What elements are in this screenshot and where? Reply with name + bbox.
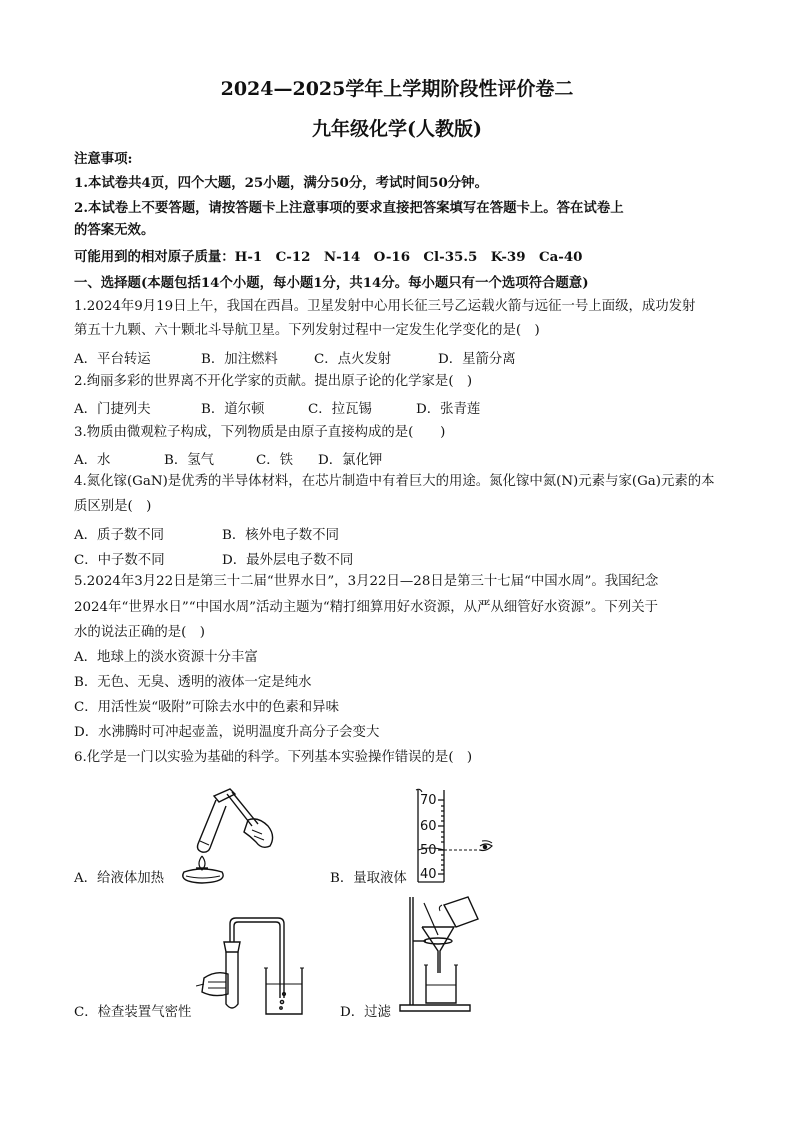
- question-3-option-d[interactable]: D．氯化钾: [318, 453, 383, 468]
- figure-heating-liquid: [172, 786, 282, 884]
- figure-a-label[interactable]: A．给液体加热: [74, 871, 165, 886]
- heating-liquid-illustration: [172, 786, 282, 884]
- figure-filtration: [394, 893, 494, 1015]
- question-4-option-c[interactable]: C．中子数不同: [74, 553, 165, 568]
- figure-airtightness-check: [196, 912, 316, 1018]
- exam-title: 2024—2025学年上学期阶段性评价卷二: [220, 78, 574, 100]
- question-3-option-b[interactable]: B．氢气: [164, 453, 215, 468]
- question-2-option-b[interactable]: B．道尔顿: [201, 402, 265, 417]
- question-5-option-b[interactable]: B．无色、无臭、透明的液体一定是纯水: [74, 675, 312, 690]
- question-3-option-c[interactable]: C．铁: [256, 453, 294, 468]
- question-4-option-a[interactable]: A．质子数不同: [74, 528, 165, 543]
- question-2-option-c[interactable]: C．拉瓦锡: [308, 402, 372, 417]
- notice-heading: 注意事项:: [74, 151, 133, 167]
- question-1-option-d[interactable]: D．星箭分离: [438, 352, 516, 367]
- question-2-option-d[interactable]: D．张青莲: [416, 402, 481, 417]
- notice-item-2-line-1: 2.本试卷上不要答题，请按答题卡上注意事项的要求直接把答案填写在答题卡上。答在试卷上: [74, 200, 624, 216]
- notice-item-2-line-2: 的答案无效。: [74, 222, 155, 238]
- question-5-line-1: 5.2024年3月22日是第三十二届“世界水日”，3月22日—28日是第三十七届“中国水周”。我国纪念: [74, 574, 659, 589]
- question-5-option-d[interactable]: D．水沸腾时可冲起壶盖，说明温度升高分子会变大: [74, 725, 380, 740]
- question-4-option-d[interactable]: D．最外层电子数不同: [222, 553, 354, 568]
- figure-b-label[interactable]: B．量取液体: [330, 871, 407, 886]
- exam-subtitle: 九年级化学(人教版): [312, 118, 482, 140]
- question-1-option-c[interactable]: C．点火发射: [314, 352, 392, 367]
- question-3-line-1: 3.物质由微观粒子构成，下列物质是由原子直接构成的是( ): [74, 425, 446, 440]
- cylinder-tick-40: 40: [420, 867, 437, 882]
- question-1-option-a[interactable]: A．平台转运: [74, 352, 151, 367]
- question-5-option-c[interactable]: C．用活性炭“吸附”可除去水中的色素和异味: [74, 700, 339, 715]
- question-5-option-a[interactable]: A．地球上的淡水资源十分丰富: [74, 650, 258, 665]
- cylinder-tick-60: 60: [420, 819, 437, 834]
- question-6-line-1: 6.化学是一门以实验为基础的科学。下列基本实验操作错误的是( ): [74, 750, 473, 765]
- figure-measuring-liquid: [408, 788, 500, 884]
- section-1-heading: 一、选择题(本题包括14个小题，每小题1分，共14分。每小题只有一个选项符合题意): [74, 275, 589, 291]
- question-5-line-3: 水的说法正确的是( ): [74, 625, 205, 640]
- cylinder-tick-70: 70: [420, 793, 437, 808]
- filtration-illustration: [394, 893, 494, 1015]
- question-1-option-b[interactable]: B．加注燃料: [201, 352, 278, 367]
- question-4-option-b[interactable]: B．核外电子数不同: [222, 528, 339, 543]
- question-4-line-2: 质区别是( ): [74, 499, 152, 514]
- question-4-line-1: 4.氮化镓(GaN)是优秀的半导体材料，在芯片制造中有着巨大的用途。氮化镓中氮(N)元素与家(Ga)元素的本: [74, 474, 715, 489]
- notice-item-1: 1.本试卷共4页，四个大题，25小题，满分50分，考试时间50分钟。: [74, 175, 488, 191]
- atomic-mass-line: 可能用到的相对原子质量：H-1 C-12 N-14 O-16 Cl-35.5 K-39 Ca-40: [74, 249, 583, 265]
- airtightness-illustration: [196, 912, 316, 1018]
- question-1-line-2: 第五十九颗、六十颗北斗导航卫星。下列发射过程中一定发生化学变化的是( ): [74, 323, 540, 338]
- graduated-cylinder-illustration: [408, 788, 500, 884]
- question-1-line-1: 1.2024年9月19日上午，我国在西昌。卫星发射中心用长征三号乙运载火箭与远征一号上面级，成功发射: [74, 299, 696, 314]
- question-5-line-2: 2024年“世界水日”“中国水周”活动主题为“精打细算用好水资源，从严从细管好水资源”。下列关于: [74, 600, 658, 615]
- figure-d-label[interactable]: D．过滤: [340, 1005, 391, 1020]
- question-2-option-a[interactable]: A．门捷列夫: [74, 402, 151, 417]
- cylinder-tick-50: 50: [420, 843, 437, 858]
- question-3-option-a[interactable]: A．水: [74, 453, 111, 468]
- question-2-line-1: 2.绚丽多彩的世界离不开化学家的贡献。提出原子论的化学家是( ): [74, 374, 473, 389]
- figure-c-label[interactable]: C．检查装置气密性: [74, 1005, 192, 1020]
